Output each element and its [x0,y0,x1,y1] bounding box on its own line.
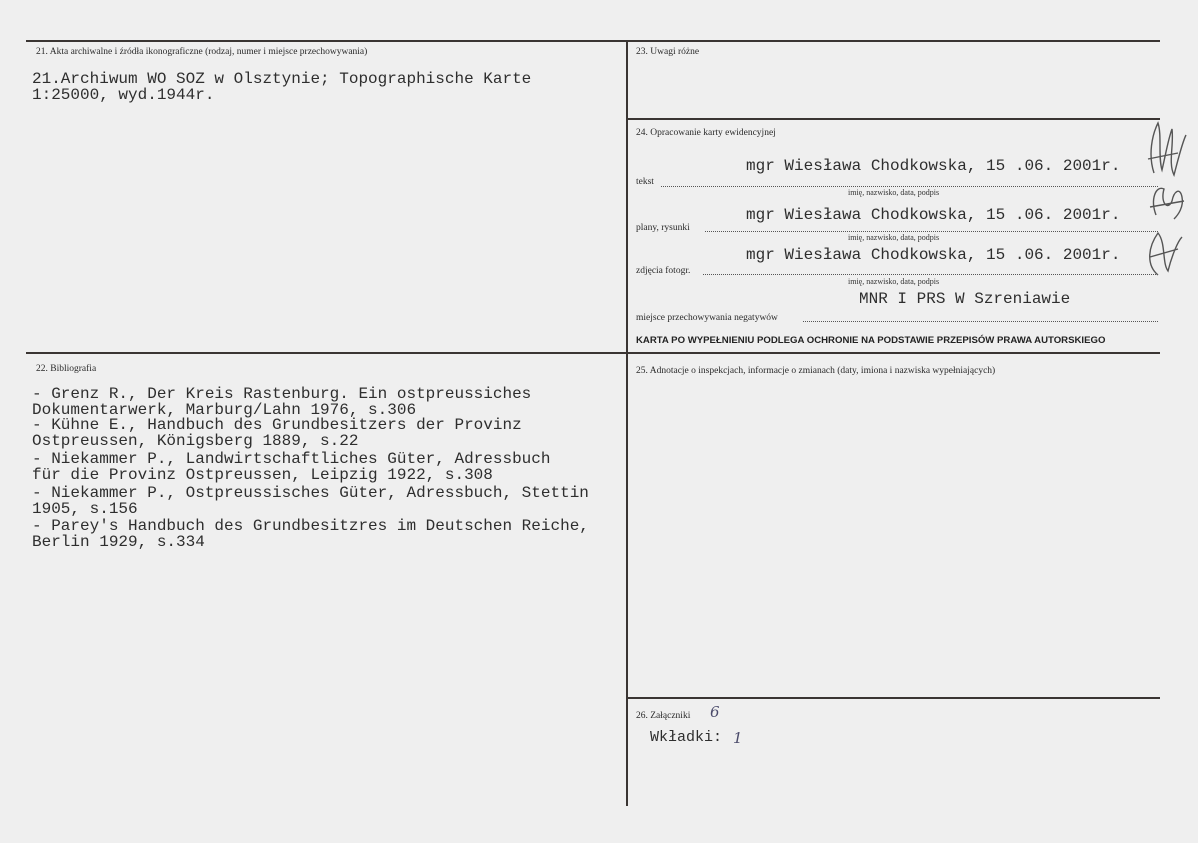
bibliography-line: - Niekammer P., Landwirtschaftliches Güter, Adressbuch [32,450,551,468]
bibliography-line: - Kühne E., Handbuch des Grundbesitzers der Provinz [32,416,522,434]
bibliography-line: Dokumentarwerk, Marburg/Lahn 1976, s.306 [32,400,417,419]
negatives-location-label: miejsce przechowywania negatywów [636,313,778,323]
section-22-label: 22. Bibliografia [36,364,97,374]
wkladki-label: Wkładki: [650,729,723,746]
text-row-line [661,186,1158,187]
attachments-count-handwritten: 6 [710,703,720,721]
column-divider [626,40,628,806]
section-26-label: 26. Załączniki [636,711,691,721]
middle-rule [26,352,1160,354]
wkladki-value: 1 [733,729,743,747]
section-21-label: 21. Akta archiwalne i źródła ikonograficzne (rodzaj, numer i miejsce przechowywania) [36,47,368,57]
negatives-location-value: MNR I PRS W Szreniawie [859,290,1071,308]
right-top-divider [627,118,1160,120]
section-24-label: 24. Opracowanie karty ewidencyjnej [636,128,776,138]
bibliography-line: - Parey's Handbuch des Grundbesitzres im Deutschen Reiche, [32,517,589,535]
plans-author-value: mgr Wiesława Chodkowska, 15 .06. 2001r. [746,206,1121,224]
plans-row-caption: imię, nazwisko, data, podpis [848,233,940,242]
section-23-label: 23. Uwagi różne [636,47,700,57]
photos-row-label: zdjęcia fotogr. [636,266,691,276]
bibliography-line: für die Provinz Ostpreussen, Leipzig 1922, s.308 [32,465,493,484]
text-author-value: mgr Wiesława Chodkowska, 15 .06. 2001r. [746,157,1121,175]
photos-row-line [703,274,1158,275]
text-row-caption: imię, nazwisko, data, podpis [848,188,940,197]
section-21-text: 21.Archiwum WO SOZ w Olsztynie; Topographische Karte 1:25000, wyd.1944r. [32,70,532,104]
plans-row-label: plany, rysunki [636,223,690,233]
photos-row-caption: imię, nazwisko, data, podpis [848,277,940,286]
bibliography-line: - Grenz R., Der Kreis Rastenburg. Ein ostpreussiches [32,385,532,403]
bibliography-line: 1905, s.156 [32,499,138,518]
plans-row-line [705,231,1158,232]
handwritten-signature [1138,115,1198,285]
text-row-label: tekst [636,177,654,187]
top-rule [26,40,1160,42]
right-bottom-divider [627,697,1160,699]
photos-author-value: mgr Wiesława Chodkowska, 15 .06. 2001r. [746,246,1121,264]
bibliography-line: Ostpreussen, Königsberg 1889, s.22 [32,431,359,450]
bibliography-line: Berlin 1929, s.334 [32,532,205,551]
section-25-label: 25. Adnotacje o inspekcjach, informacje o zmianach (daty, imiona i nazwiska wypełniających) [636,366,996,376]
bibliography-line: - Niekammer P., Ostpreussisches Güter, Adressbuch, Stettin [32,484,589,502]
copyright-notice: KARTA PO WYPEŁNIENIU PODLEGA OCHRONIE NA PODSTAWIE PRZEPISÓW PRAWA AUTORSKIEGO [636,335,1106,346]
negatives-location-line [803,321,1158,322]
